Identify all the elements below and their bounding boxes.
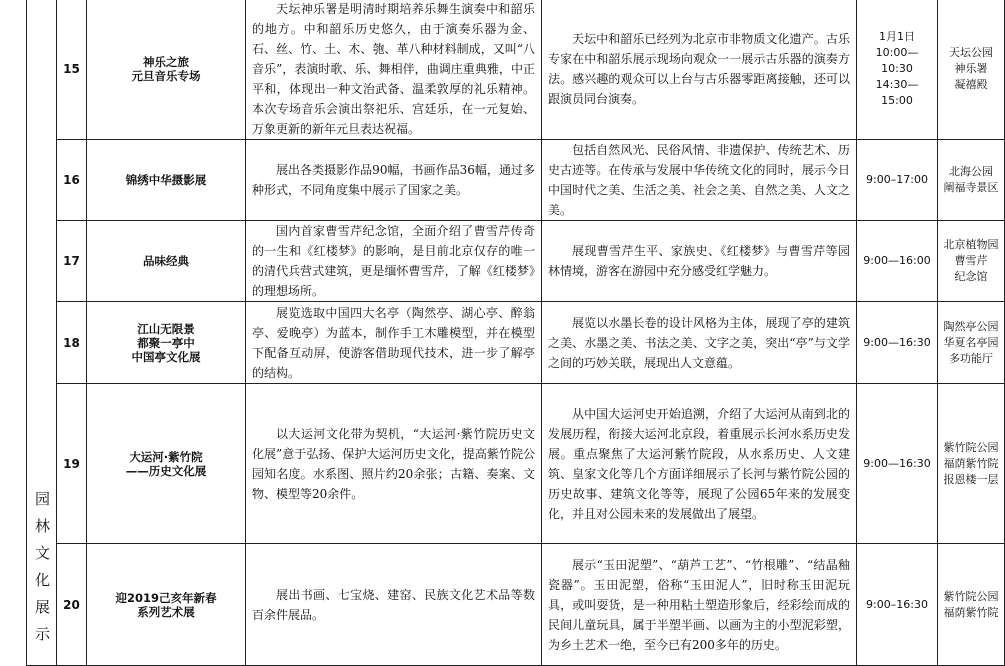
table-row [27, 221, 1005, 302]
event-feature: 展现曹雪芹生平、家族史、《红楼梦》与曹雪芹等园林情境，游客在游园中充分感受红学魅力。 [542, 221, 857, 302]
event-description: 展出书画、七宝烧、建窑、民族文化艺术品等数百余件展品。 [246, 544, 542, 666]
event-feature: 从中国大运河史开始追溯，介绍了大运河从南到北的发展历程，衔接大运河北京段，着重展示长河水系历史发展。重点聚焦了大运河紫竹院段，从水系历史、人文建筑、皇家文化等几个方面详细展示了长河与紫竹院公园的历史故事、建筑文化等等，展现了公园65年来的发展变化，并且对公园未来的发展做出了展望。 [542, 384, 857, 544]
event-description: 天坛神乐署是明清时期培养乐舞生演奏中和韶乐的地方。中和韶乐历史悠久，由于演奏乐器为金、石、丝、竹、土、木、匏、革八种材料制成，又叫“八音乐”，表演时歌、乐、舞相伴，曲调庄重典雅，中正平和，体现出一种文治武备、温柔敦厚的礼乐精神。本次专场音乐会演出祭祀乐、宫廷乐，在一元复始、万象更新的新年元旦表达祝福。 [246, 0, 542, 140]
event-feature: 天坛中和韶乐已经列为北京市非物质文化遗产。古乐专家在中和韶乐展示现场向观众一一展示古乐器的演奏方法。感兴趣的观众可以上台与古乐器零距离接触，还可以跟演员同台演奏。 [542, 0, 857, 140]
table-row [27, 140, 1005, 221]
event-time: 9:00–16:30 [857, 544, 938, 666]
table-row [27, 544, 1005, 666]
table-row [27, 384, 1005, 544]
event-feature: 展览以水墨长卷的设计风格为主体，展现了亭的建筑之美、水墨之美、书法之美、文字之美，突出“亭”与文学之间的巧妙关联，展现出人文意蕴。 [542, 302, 857, 384]
event-place: 陶然亭公园 华夏名亭园 多功能厅 [938, 302, 1005, 384]
event-description: 展览选取中国四大名亭（陶然亭、湖心亭、醉翁亭、爱晚亭）为蓝本，制作手工木雕模型，并在模型下配备互动屏，使游客借助现代技术，进一步了解亭的结构。 [246, 302, 542, 384]
event-time: 1月1日 10:00— 10:30 14:30— 15:00 [857, 0, 938, 140]
event-description: 展出各类摄影作品90幅，书画作品36幅，通过多种形式，不同角度集中展示了国家之美。 [246, 140, 542, 221]
event-time: 9:00–17:00 [857, 140, 938, 221]
row-number: 16 [57, 140, 87, 221]
row-number: 17 [57, 221, 87, 302]
event-place: 北海公园 阐福寺景区 [938, 140, 1005, 221]
event-place: 紫竹院公园 福荫紫竹院 报恩楼一层 [938, 384, 1005, 544]
event-feature: 包括自然风光、民俗风情、非遗保护、传统艺术、历史古迹等。在传承与发展中华传统文化的同时，展示今日中国时代之美、生活之美、社会之美、自然之美、人文之美。 [542, 140, 857, 221]
event-time: 9:00—16:30 [857, 302, 938, 384]
row-number: 18 [57, 302, 87, 384]
exhibition-table [26, 0, 1005, 666]
event-place: 北京植物园 曹雪芹 纪念馆 [938, 221, 1005, 302]
event-name: 大运河·紫竹院 ——历史文化展 [87, 384, 246, 544]
row-number: 20 [57, 544, 87, 666]
table-row [27, 302, 1005, 384]
category-cell [27, 0, 57, 666]
event-description: 国内首家曹雪芹纪念馆，全面介绍了曹雪芹传奇的一生和《红楼梦》的影响，是目前北京仅存的唯一的清代兵营式建筑，更是缅怀曹雪芹，了解《红楼梦》的理想场所。 [246, 221, 542, 302]
event-name: 迎2019己亥年新春 系列艺术展 [87, 544, 246, 666]
event-name: 江山无限景 都聚一亭中 中国亭文化展 [87, 302, 246, 384]
event-name: 锦绣中华摄影展 [87, 140, 246, 221]
table-row [27, 0, 1005, 140]
event-place: 天坛公园 神乐署 凝禧殿 [938, 0, 1005, 140]
event-name: 神乐之旅 元旦音乐专场 [87, 0, 246, 140]
category-label: 园林文化展示 [33, 491, 51, 653]
event-time: 9:00—16:30 [857, 384, 938, 544]
event-place: 紫竹院公园 福荫紫竹院 [938, 544, 1005, 666]
event-feature: 展示“玉田泥塑”、“葫芦工艺”、“竹根雕”、“结晶釉瓷器”。玉田泥塑，俗称“玉田泥人”，旧时称玉田泥玩具，或叫耍货，是一种用粘土塑造形象后，经彩绘而成的民间儿童玩具，属于半塑半画、以画为主的小型泥彩塑，为乡土艺术一绝，至今已有200多年的历史。 [542, 544, 857, 666]
row-number: 19 [57, 384, 87, 544]
event-time: 9:00—16:00 [857, 221, 938, 302]
event-description: 以大运河文化带为契机，“大运河·紫竹院历史文化展”意于弘扬、保护大运河历史文化，提高紫竹院公园知名度。水系图、照片约20余张；古籍、奏案、文物、模型等20余件。 [246, 384, 542, 544]
row-number: 15 [57, 0, 87, 140]
event-name: 品味经典 [87, 221, 246, 302]
